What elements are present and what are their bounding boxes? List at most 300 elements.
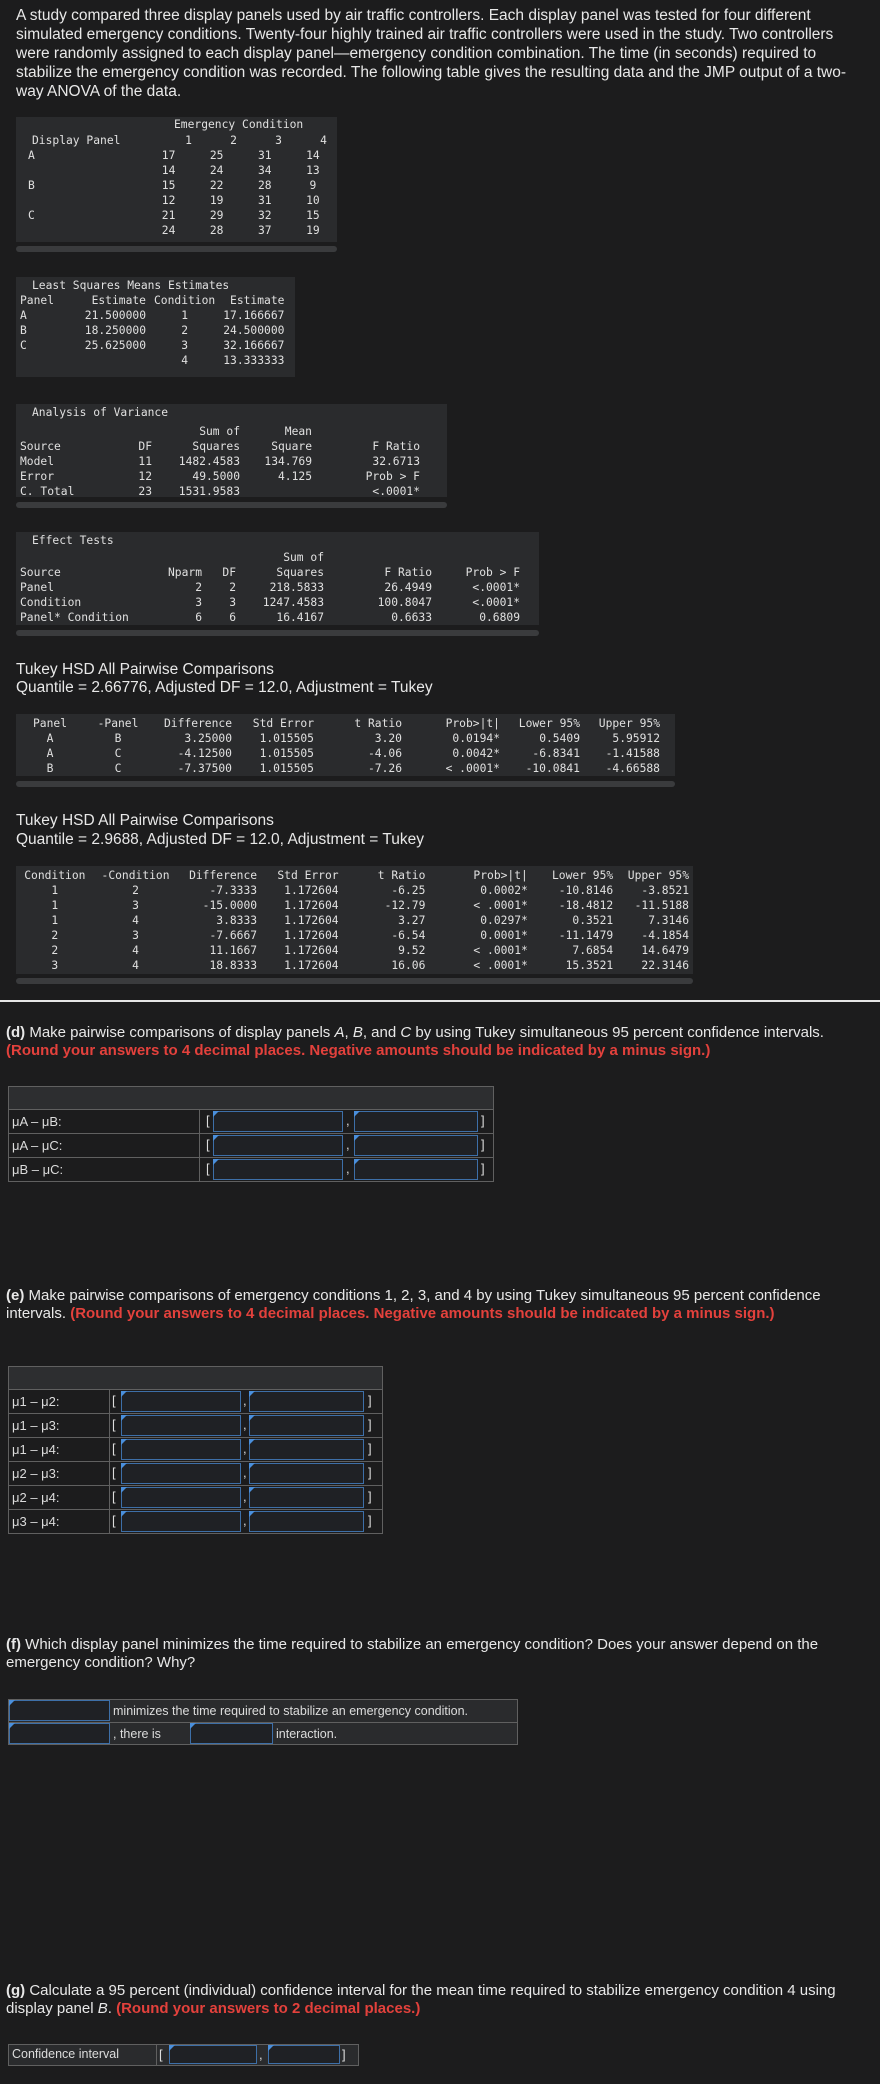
question-f-row1-text: minimizes the time required to stabilize an emergency condition. bbox=[113, 1704, 469, 1718]
data-table-row bbox=[16, 223, 337, 238]
anova-cell: 134.769 bbox=[264, 455, 312, 468]
anova-row bbox=[16, 469, 424, 484]
data-cell: 15 bbox=[306, 209, 320, 222]
tukey2-cell: 4 bbox=[132, 944, 139, 957]
tukey2-row bbox=[16, 943, 693, 958]
lsm-cell: 24.500000 bbox=[223, 324, 285, 337]
close-bracket: ] bbox=[481, 1137, 485, 1152]
effects-cell: 0.6633 bbox=[391, 611, 433, 624]
open-bracket: [ bbox=[112, 1465, 116, 1480]
condition-ci-upper-input[interactable] bbox=[249, 1487, 364, 1508]
data-cell: 31 bbox=[257, 194, 272, 207]
close-bracket: ] bbox=[368, 1489, 372, 1504]
tukey1-header-cell: -Panel bbox=[97, 717, 139, 730]
question-g-answer bbox=[8, 2044, 359, 2066]
tukey1-row bbox=[16, 761, 664, 776]
question-d-label: (d) bbox=[6, 1024, 26, 1041]
tukey2-cell: 14.6479 bbox=[641, 944, 689, 957]
effects-cell: 3 bbox=[195, 596, 203, 609]
question-g: (g) Calculate a 95 percent (individual) confidence interval for the mean time required to stabilize emergency condition 4 using display panel B. (Round your answers to 2 decimal places.) bbox=[6, 1982, 836, 2017]
effects-cell: 3 bbox=[229, 596, 237, 609]
panel-ci-upper-input[interactable] bbox=[354, 1159, 478, 1180]
tukey1-cell: 3.25000 bbox=[184, 732, 232, 745]
condition-ci-label: μ3 – μ4: bbox=[12, 1514, 60, 1529]
effects-row bbox=[16, 595, 524, 610]
anova-cell: 23 bbox=[138, 485, 152, 498]
effects-cell: 100.8047 bbox=[377, 596, 433, 609]
data-table-row bbox=[16, 163, 337, 178]
panel-ci-label: μA – μC: bbox=[12, 1138, 63, 1153]
tukey1-cell: 0.5409 bbox=[539, 732, 580, 745]
tukey2-header-cell: Upper 95% bbox=[627, 869, 689, 882]
tukey2-header-cell: Lower 95% bbox=[552, 869, 614, 882]
lsm-cell: 3 bbox=[181, 339, 189, 352]
lsm-cell: A bbox=[20, 309, 27, 322]
tukey2-cell: -3.8521 bbox=[641, 884, 689, 897]
anova-row bbox=[16, 454, 424, 469]
tukey2-cell: 0.0001* bbox=[480, 929, 528, 942]
anova-header-cell: Source bbox=[20, 440, 61, 453]
tukey2-cell: 16.06 bbox=[391, 959, 426, 972]
condition-ci-label: μ1 – μ4: bbox=[12, 1442, 60, 1457]
tukey2-header-cell: Condition bbox=[24, 869, 86, 882]
tukey2-cell: 0.0002* bbox=[480, 884, 528, 897]
effects-header-cell: Prob > F bbox=[465, 566, 521, 579]
data-cell: 29 bbox=[209, 209, 224, 222]
tukey2-row bbox=[16, 913, 693, 928]
condition-ci-lower-input[interactable] bbox=[121, 1391, 241, 1412]
comma: , bbox=[243, 1489, 247, 1504]
close-bracket: ] bbox=[368, 1441, 372, 1456]
close-bracket: ] bbox=[342, 2047, 346, 2062]
comma: , bbox=[346, 1113, 350, 1128]
tukey2-header-cell: Difference bbox=[189, 869, 258, 882]
tukey1-header-cell: Prob>|t| bbox=[445, 717, 500, 730]
tukey1-cell: -6.8341 bbox=[532, 747, 580, 760]
open-bracket: [ bbox=[112, 1417, 116, 1432]
lsm-cell: 13.333333 bbox=[223, 354, 285, 367]
open-bracket: [ bbox=[112, 1489, 116, 1504]
tukey2-cell: 11.1667 bbox=[209, 944, 258, 957]
question-d-note: (Round your answers to 4 decimal places. Negative amounts should be indicated by a minus sign.) bbox=[6, 1042, 711, 1059]
panel-ci-row bbox=[9, 1110, 493, 1134]
open-bracket: [ bbox=[112, 1441, 116, 1456]
question-f-answer-table bbox=[8, 1699, 518, 1745]
panel-ci-upper-input[interactable] bbox=[354, 1135, 478, 1156]
tukey2-cell: 2 bbox=[51, 944, 59, 957]
tukey1-cell: 1.015505 bbox=[259, 732, 314, 745]
close-bracket: ] bbox=[368, 1513, 372, 1528]
tukey2-row bbox=[16, 928, 693, 943]
tukey1-row bbox=[16, 731, 664, 746]
effects-header-cell bbox=[206, 550, 240, 565]
effects-header-cell: Source bbox=[20, 566, 61, 579]
comma: , bbox=[243, 1393, 247, 1408]
open-bracket: [ bbox=[206, 1137, 210, 1152]
interaction-select[interactable] bbox=[190, 1723, 273, 1744]
tukey2-cell: -6.54 bbox=[391, 929, 426, 942]
question-g-label: (g) bbox=[6, 1982, 26, 1999]
anova-header-cell: DF bbox=[138, 440, 152, 453]
comma: , bbox=[243, 1441, 247, 1456]
data-cell: 28 bbox=[209, 224, 224, 237]
condition-header: 2 bbox=[230, 134, 237, 147]
panel-ci-row bbox=[9, 1158, 493, 1181]
tukey2-header-cell: t Ratio bbox=[377, 869, 426, 882]
tukey1-cell: 0.0194* bbox=[452, 732, 500, 745]
tukey2-cell: -6.25 bbox=[391, 884, 426, 897]
tukey2-cell: 1.172604 bbox=[284, 959, 339, 972]
tukey2-cell: 7.6854 bbox=[572, 944, 614, 957]
tukey1-cell: A bbox=[46, 747, 54, 760]
anova-cell: 4.125 bbox=[277, 470, 312, 483]
effects-header-cell: Squares bbox=[276, 566, 325, 579]
tukey2-cell: 15.3521 bbox=[565, 959, 614, 972]
lsm-cell: 4 bbox=[181, 354, 189, 367]
condition-ci-label: μ1 – μ2: bbox=[12, 1394, 60, 1409]
tukey2-cell: -4.1854 bbox=[641, 929, 689, 942]
divider bbox=[0, 1000, 880, 1002]
tukey2-scrollbar[interactable] bbox=[16, 978, 693, 984]
condition-ci-upper-input[interactable] bbox=[249, 1463, 364, 1484]
anova-cell: 12 bbox=[138, 470, 152, 483]
open-bracket: [ bbox=[112, 1513, 116, 1528]
effects-cell: 26.4949 bbox=[384, 581, 433, 594]
effects-cell: 1247.4583 bbox=[262, 596, 325, 609]
data-cell: 34 bbox=[257, 164, 272, 177]
question-e: (e) Make pairwise comparisons of emergency conditions 1, 2, 3, and 4 by using Tukey simultaneous 95 percent confidence intervals. (Round your answers to 4 decimal places. Negative amounts should be indicated by a minus sign.) bbox=[6, 1287, 821, 1322]
comma: , bbox=[243, 1513, 247, 1528]
tukey2-cell: 1.172604 bbox=[284, 944, 339, 957]
data-cell: 37 bbox=[257, 224, 272, 237]
lsm-cell: 2 bbox=[181, 324, 189, 337]
tukey2-row bbox=[16, 958, 693, 973]
tukey2-cell: -11.5188 bbox=[634, 899, 689, 912]
tukey1-cell: 1.015505 bbox=[259, 762, 314, 775]
open-bracket: [ bbox=[112, 1393, 116, 1408]
tukey2-cell: 18.8333 bbox=[209, 959, 258, 972]
condition-ci-upper-input[interactable] bbox=[249, 1391, 364, 1412]
data-cell: 24 bbox=[161, 224, 176, 237]
lsm-table bbox=[16, 277, 295, 377]
tukey2-cell: < .0001* bbox=[473, 959, 528, 972]
effects-cell: 6 bbox=[229, 611, 237, 624]
question-f-label: (f) bbox=[6, 1636, 21, 1653]
tukey2-cell: 3.27 bbox=[398, 914, 426, 927]
data-cell: 24 bbox=[209, 164, 224, 177]
effects-cell: 218.5833 bbox=[269, 581, 325, 594]
condition-header: 4 bbox=[320, 134, 327, 147]
lsm-row bbox=[16, 338, 288, 353]
condition-ci-upper-input[interactable] bbox=[249, 1511, 364, 1532]
tukey2-header-cell: Std Error bbox=[277, 869, 339, 882]
tukey2-header-cell: -Condition bbox=[101, 869, 170, 882]
condition-ci-lower-input[interactable] bbox=[121, 1487, 241, 1508]
lsm-cell: 25.625000 bbox=[84, 339, 146, 352]
lsm-cell: 17.166667 bbox=[223, 309, 285, 322]
condition-ci-label: μ2 – μ3: bbox=[12, 1466, 60, 1481]
anova-header-cell bbox=[16, 424, 114, 439]
lsm-header-cell: Estimate bbox=[230, 294, 285, 307]
anova-cell bbox=[244, 484, 316, 499]
panel-label bbox=[16, 193, 145, 208]
tukey1-cell: -7.26 bbox=[367, 762, 402, 775]
effects-header-cell bbox=[16, 550, 164, 565]
lsm-cell: 32.166667 bbox=[223, 339, 285, 352]
panel-ci-row bbox=[9, 1134, 493, 1158]
panel-select[interactable] bbox=[9, 1700, 110, 1721]
lsm-header-cell: Panel bbox=[20, 294, 55, 307]
anova-header-cell: Squares bbox=[192, 440, 240, 453]
data-table bbox=[16, 117, 337, 242]
open-bracket: [ bbox=[206, 1161, 210, 1176]
data-cell: 17 bbox=[161, 149, 176, 162]
tukey2-cell: -11.1479 bbox=[558, 929, 614, 942]
lsm-title: Least Squares Means Estimates bbox=[32, 279, 230, 292]
data-cell: 32 bbox=[257, 209, 272, 222]
tukey1-cell: -7.37500 bbox=[177, 762, 232, 775]
tukey1-cell: 5.95912 bbox=[612, 732, 660, 745]
tukey2-cell: 1 bbox=[51, 884, 59, 897]
anova-header-cell: Square bbox=[271, 440, 312, 453]
data-cell: 28 bbox=[257, 179, 272, 192]
data-table-row bbox=[16, 208, 337, 223]
tukey2-cell: 7.3146 bbox=[648, 914, 689, 927]
lsm-cell: 1 bbox=[181, 309, 189, 322]
tukey1-cell: 0.0042* bbox=[452, 747, 500, 760]
ci-lower-input[interactable] bbox=[169, 2045, 257, 2064]
tukey1-title: Tukey HSD All Pairwise Comparisons bbox=[16, 661, 274, 678]
tukey1-table bbox=[16, 714, 675, 776]
lsm-row bbox=[16, 353, 288, 368]
tukey2-cell: 1 bbox=[51, 914, 59, 927]
data-cell: 9 bbox=[309, 179, 317, 192]
data-cell: 31 bbox=[257, 149, 272, 162]
tukey2-cell: 0.3521 bbox=[572, 914, 614, 927]
lsm-cell: B bbox=[20, 324, 27, 337]
question-f-row2-text: , there is bbox=[113, 1727, 161, 1741]
data-cell: 19 bbox=[209, 194, 224, 207]
tukey1-cell: 1.015505 bbox=[259, 747, 314, 760]
tukey2-row bbox=[16, 898, 693, 913]
lsm-cell bbox=[72, 353, 150, 368]
problem-intro: A study compared three display panels used by air traffic controllers. Each display panel was tested for four different simulated emergency conditions. Twenty-four highly trained air traffic controllers were used in the study. Two controllers were randomly assigned to each display panel—emergency condition combination. The time (in seconds) required to stabilize the emergency condition was recorded. The following table gives the resulting data and the JMP output of a two-way ANOVA of the data. bbox=[16, 7, 847, 100]
tukey2-cell: 2 bbox=[51, 929, 59, 942]
panel-label bbox=[16, 163, 145, 178]
data-table-scrollbar[interactable] bbox=[16, 246, 337, 252]
lsm-header-cell: Estimate bbox=[91, 294, 146, 307]
tukey2-row bbox=[16, 883, 693, 898]
close-bracket: ] bbox=[368, 1393, 372, 1408]
confidence-interval-label: Confidence interval bbox=[12, 2047, 120, 2061]
anova-cell: Error bbox=[20, 470, 55, 483]
tukey1-cell: -4.12500 bbox=[177, 747, 232, 760]
tukey1-header-cell: Difference bbox=[163, 717, 232, 730]
panel-ci-lower-input[interactable] bbox=[213, 1135, 343, 1156]
lsm-row bbox=[16, 308, 288, 323]
data-cell: 25 bbox=[209, 149, 224, 162]
effect-tests-table bbox=[16, 532, 539, 625]
lsm-cell: 21.500000 bbox=[84, 309, 146, 322]
tukey2-cell: 3 bbox=[132, 899, 139, 912]
anova-cell: 1531.9583 bbox=[178, 485, 240, 498]
anova-cell: <.0001* bbox=[372, 485, 420, 498]
data-cell: 14 bbox=[306, 149, 320, 162]
question-g-note: (Round your answers to 2 decimal places.) bbox=[116, 2000, 421, 2017]
anova-scrollbar[interactable] bbox=[16, 502, 447, 508]
effects-cell: <.0001* bbox=[472, 581, 521, 594]
panel-ci-label: μA – μB: bbox=[12, 1114, 62, 1129]
tukey2-cell: 1.172604 bbox=[284, 929, 339, 942]
data-cell: 12 bbox=[161, 194, 176, 207]
anova-header-cell bbox=[114, 424, 156, 439]
tukey2-title: Tukey HSD All Pairwise Comparisons bbox=[16, 812, 274, 829]
tukey2-cell: -7.3333 bbox=[209, 884, 258, 897]
effects-cell: Panel* Condition bbox=[20, 611, 129, 624]
tukey1-header-cell: Upper 95% bbox=[598, 717, 660, 730]
effects-cell: <.0001* bbox=[472, 596, 521, 609]
tukey2-cell: 1.172604 bbox=[284, 914, 339, 927]
data-cell: 14 bbox=[161, 164, 176, 177]
effects-cell: 2 bbox=[195, 581, 203, 594]
tukey2-cell: 4 bbox=[132, 959, 139, 972]
panel-label: B bbox=[28, 179, 35, 192]
tukey1-cell: 3.20 bbox=[374, 732, 402, 745]
effects-scrollbar[interactable] bbox=[16, 630, 539, 636]
tukey1-header-cell: t Ratio bbox=[354, 717, 402, 730]
lsm-cell: 18.250000 bbox=[84, 324, 146, 337]
panel-ci-label: μB – μC: bbox=[12, 1162, 64, 1177]
anova-header-cell bbox=[316, 424, 424, 439]
depend-select[interactable] bbox=[9, 1723, 110, 1744]
lsm-header-cell: Condition bbox=[154, 294, 216, 307]
tukey1-cell: -10.0841 bbox=[525, 762, 580, 775]
data-table-row-header: Display Panel bbox=[32, 134, 121, 147]
effects-row bbox=[16, 610, 524, 625]
tukey2-cell: -10.8146 bbox=[558, 884, 614, 897]
tukey1-cell: < .0001* bbox=[445, 762, 500, 775]
condition-ci-upper-input[interactable] bbox=[249, 1415, 364, 1436]
data-cell: 15 bbox=[161, 179, 176, 192]
data-cell: 13 bbox=[306, 164, 320, 177]
effects-cell: 0.6809 bbox=[479, 611, 521, 624]
tukey2-cell: 3 bbox=[132, 929, 139, 942]
tukey1-cell: B bbox=[114, 732, 122, 745]
anova-cell: Model bbox=[20, 455, 55, 468]
anova-header-cell: Sum of bbox=[199, 425, 240, 438]
comma: , bbox=[243, 1465, 247, 1480]
tukey2-cell: 9.52 bbox=[398, 944, 426, 957]
tukey2-cell: 3 bbox=[51, 959, 59, 972]
tukey1-cell: -4.06 bbox=[367, 747, 402, 760]
condition-ci-row bbox=[9, 1486, 382, 1510]
effects-header-cell: DF bbox=[222, 566, 237, 579]
effects-header-cell: Nparm bbox=[168, 566, 203, 579]
tukey2-cell: 3.8333 bbox=[216, 914, 258, 927]
panel-ci-lower-input[interactable] bbox=[213, 1159, 343, 1180]
effects-cell: 16.4167 bbox=[276, 611, 325, 624]
comma: , bbox=[346, 1137, 350, 1152]
effects-cell: Condition bbox=[20, 596, 82, 609]
tukey1-scrollbar[interactable] bbox=[16, 781, 675, 787]
tukey2-cell: 2 bbox=[132, 884, 139, 897]
data-cell: 19 bbox=[306, 224, 320, 237]
tukey1-cell: C bbox=[114, 747, 122, 760]
tukey2-cell: -12.79 bbox=[384, 899, 426, 912]
question-f-row2-end: interaction. bbox=[276, 1727, 338, 1741]
ci-upper-input[interactable] bbox=[268, 2045, 340, 2064]
condition-header: 3 bbox=[275, 134, 282, 147]
tukey2-cell: 0.0297* bbox=[480, 914, 528, 927]
condition-ci-row bbox=[9, 1390, 382, 1414]
tukey1-row bbox=[16, 746, 664, 761]
anova-cell: 32.6713 bbox=[372, 455, 420, 468]
close-bracket: ] bbox=[368, 1465, 372, 1480]
tukey1-cell: -1.41588 bbox=[605, 747, 660, 760]
condition-ci-row bbox=[9, 1414, 382, 1438]
panel-label: A bbox=[28, 149, 35, 162]
tukey1-subtitle: Quantile = 2.66776, Adjusted DF = 12.0, Adjustment = Tukey bbox=[16, 679, 433, 696]
anova-cell: 11 bbox=[138, 455, 152, 468]
open-bracket: [ bbox=[159, 2047, 163, 2062]
tukey2-table bbox=[16, 866, 693, 974]
anova-cell: 1482.4583 bbox=[178, 455, 240, 468]
comma: , bbox=[243, 1417, 247, 1432]
lsm-cell bbox=[16, 353, 72, 368]
effects-header-cell bbox=[436, 550, 524, 565]
condition-ci-label: μ1 – μ3: bbox=[12, 1418, 60, 1433]
tukey1-cell: B bbox=[46, 762, 54, 775]
tukey1-header-cell: Panel bbox=[32, 717, 67, 730]
panel-ci-upper-input[interactable] bbox=[354, 1111, 478, 1132]
tukey1-header-cell: Std Error bbox=[252, 717, 314, 730]
condition-ci-lower-input[interactable] bbox=[121, 1511, 241, 1532]
effects-row bbox=[16, 580, 524, 595]
close-bracket: ] bbox=[368, 1417, 372, 1432]
lsm-row bbox=[16, 323, 288, 338]
tukey1-cell: C bbox=[114, 762, 122, 775]
anova-header-cell: F Ratio bbox=[372, 440, 420, 453]
question-f: (f) Which display panel minimizes the time required to stabilize an emergency condition? Does your answer depend on the emergency condition? Why? bbox=[6, 1636, 819, 1671]
condition-ci-row bbox=[9, 1510, 382, 1533]
condition-ci-lower-input[interactable] bbox=[121, 1415, 241, 1436]
condition-ci-lower-input[interactable] bbox=[121, 1439, 241, 1460]
question-e-note: (Round your answers to 4 decimal places. Negative amounts should be indicated by a minus sign.) bbox=[70, 1305, 775, 1322]
effects-header-cell: Sum of bbox=[283, 551, 325, 564]
effects-cell: 6 bbox=[195, 611, 203, 624]
tukey2-cell: -18.4812 bbox=[558, 899, 614, 912]
tukey2-cell: -7.6667 bbox=[209, 929, 258, 942]
tukey2-cell: < .0001* bbox=[473, 899, 528, 912]
tukey2-cell: 22.3146 bbox=[641, 959, 689, 972]
question-e-label: (e) bbox=[6, 1287, 25, 1304]
tukey2-subtitle: Quantile = 2.9688, Adjusted DF = 12.0, Adjustment = Tukey bbox=[16, 831, 424, 848]
data-cell: 22 bbox=[209, 179, 224, 192]
panel-label bbox=[16, 223, 145, 238]
anova-row bbox=[16, 484, 424, 499]
close-bracket: ] bbox=[481, 1161, 485, 1176]
panel-ci-lower-input[interactable] bbox=[213, 1111, 343, 1132]
anova-title: Analysis of Variance bbox=[32, 406, 169, 419]
condition-ci-lower-input[interactable] bbox=[121, 1463, 241, 1484]
data-cell: 21 bbox=[161, 209, 176, 222]
effects-header-cell: F Ratio bbox=[384, 566, 433, 579]
condition-ci-label: μ2 – μ4: bbox=[12, 1490, 60, 1505]
tukey2-cell: 1.172604 bbox=[284, 884, 339, 897]
data-table-row bbox=[16, 148, 337, 163]
tukey2-cell: < .0001* bbox=[473, 944, 528, 957]
condition-ci-upper-input[interactable] bbox=[249, 1439, 364, 1460]
